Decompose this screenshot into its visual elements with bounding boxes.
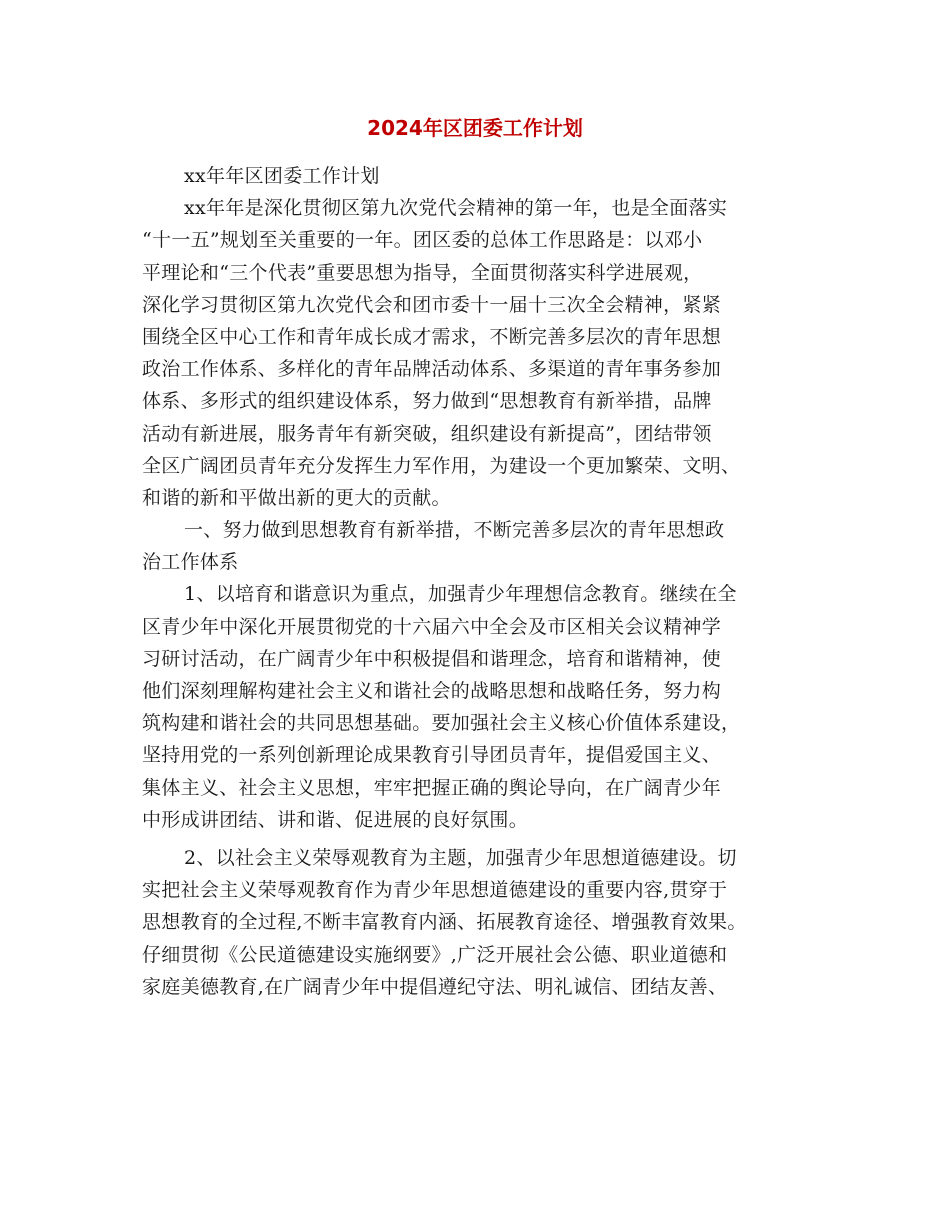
text-line: 活动有新进展，服务青年有新突破，组织建设有新提高”，团结带领	[142, 422, 712, 445]
text-line: 集体主义、社会主义思想，牢牢把握正确的舆论导向，在广阔青少年	[142, 776, 722, 799]
text-line: 治工作体系	[142, 551, 239, 574]
text-line: 一、努力做到思想教育有新举措，不断完善多层次的青年思想政	[184, 519, 725, 542]
text-line: 思想教育的全过程,不断丰富教育内涵、拓展教育途径、增强教育效果。	[142, 911, 747, 934]
text-line: “十一五”规划至关重要的一年。团区委的总体工作思路是：以邓小	[142, 229, 703, 252]
text-line: 政治工作体系、多样化的青年品牌活动体系、多渠道的青年事务参加	[142, 358, 722, 381]
text-line: 围绕全区中心工作和青年成长成才需求，不断完善多层次的青年思想	[142, 325, 722, 348]
text-line: 深化学习贯彻区第九次党代会和团市委十一届十三次全会精神，紧紧	[142, 293, 722, 316]
text-line: 中形成讲团结、讲和谐、促进展的良好氛围。	[142, 808, 529, 831]
text-line: 实把社会主义荣辱观教育作为青少年思想道德建设的重要内容,贯穿于	[142, 879, 728, 902]
text-line: 体系、多形式的组织建设体系，努力做到“思想教育有新举措，品牌	[142, 390, 712, 413]
document-body	[0, 160, 950, 1003]
text-line: 和谐的新和平做出新的更大的贡献。	[142, 486, 451, 509]
text-line: xx年年是深化贯彻区第九次党代会精神的第一年，也是全面落实	[184, 197, 728, 220]
text-line: 家庭美德教育,在广阔青少年中提倡遵纪守法、明礼诚信、团结友善、	[142, 975, 728, 998]
text-line: 习研讨活动，在广阔青少年中积极提倡和谐理念，培育和谐精神，使	[142, 647, 722, 670]
text-line: 全区广阔团员青年充分发挥生力军作用，为建设一个更加繁荣、文明、	[142, 454, 741, 477]
text-line: 2、以社会主义荣辱观教育为主题，加强青少年思想道德建设。切	[184, 846, 737, 869]
document-title: 2024年区团委工作计划	[367, 116, 583, 140]
text-line: xx年年区团委工作计划	[184, 165, 380, 187]
text-line: 平理论和“三个代表”重要思想为指导，全面贯彻落实科学进展观，	[142, 261, 703, 284]
text-line: 仔细贯彻《公民道德建设实施纲要》,广泛开展社会公德、职业道德和	[142, 943, 728, 966]
text-line: 1、以培育和谐意识为重点，加强青少年理想信念教育。继续在全	[184, 583, 737, 606]
text-line: 坚持用党的一系列创新理论成果教育引导团员青年，提倡爱国主义、	[142, 744, 722, 767]
text-line: 筑构建和谐社会的共同思想基础。要加强社会主义核心价值体系建设，	[142, 712, 741, 735]
text-line: 他们深刻理解构建社会主义和谐社会的战略思想和战略任务，努力构	[142, 680, 722, 702]
text-line: 区青少年中深化开展贯彻党的十六届六中全会及市区相关会议精神学	[142, 615, 722, 638]
